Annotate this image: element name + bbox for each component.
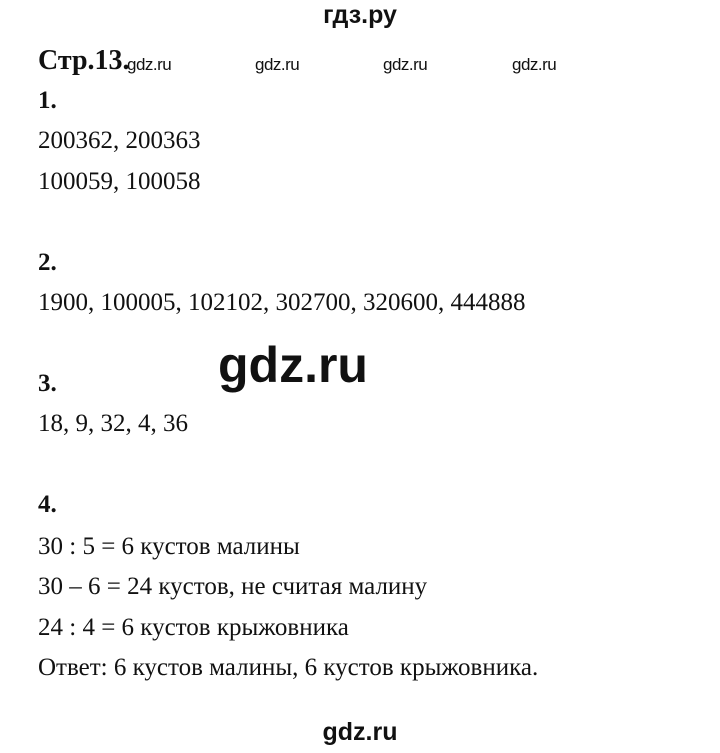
task-1-line-1: 200362, 200363 bbox=[38, 127, 201, 154]
watermark-top: гдз.ру bbox=[323, 1, 397, 29]
watermark-small-4: gdz.ru bbox=[512, 55, 557, 74]
watermark-big: gdz.ru bbox=[218, 337, 368, 393]
task-2-line-1: 1900, 100005, 102102, 302700, 320600, 444888 bbox=[38, 289, 526, 316]
page-title: Стр.13. bbox=[38, 45, 130, 76]
task-3-line-1: 18, 9, 32, 4, 36 bbox=[38, 410, 188, 437]
task-4-line-1: 30 : 5 = 6 кустов малины bbox=[38, 533, 300, 560]
task-4-number: 4. bbox=[38, 491, 57, 518]
watermark-small-3: gdz.ru bbox=[383, 55, 428, 74]
task-4-answer: Ответ: 6 кустов малины, 6 кустов крыжовника. bbox=[38, 654, 539, 681]
watermark-small-2: gdz.ru bbox=[255, 55, 300, 74]
task-4-line-2: 30 – 6 = 24 кустов, не считая малину bbox=[38, 573, 428, 600]
task-4-line-3: 24 : 4 = 6 кустов крыжовника bbox=[38, 614, 349, 641]
task-1-line-2: 100059, 100058 bbox=[38, 168, 201, 195]
task-3-number: 3. bbox=[38, 370, 57, 397]
task-2-number: 2. bbox=[38, 249, 57, 276]
watermark-small-1: gdz.ru bbox=[127, 55, 172, 74]
task-1-number: 1. bbox=[38, 87, 57, 114]
watermark-bottom: gdz.ru bbox=[322, 718, 398, 746]
